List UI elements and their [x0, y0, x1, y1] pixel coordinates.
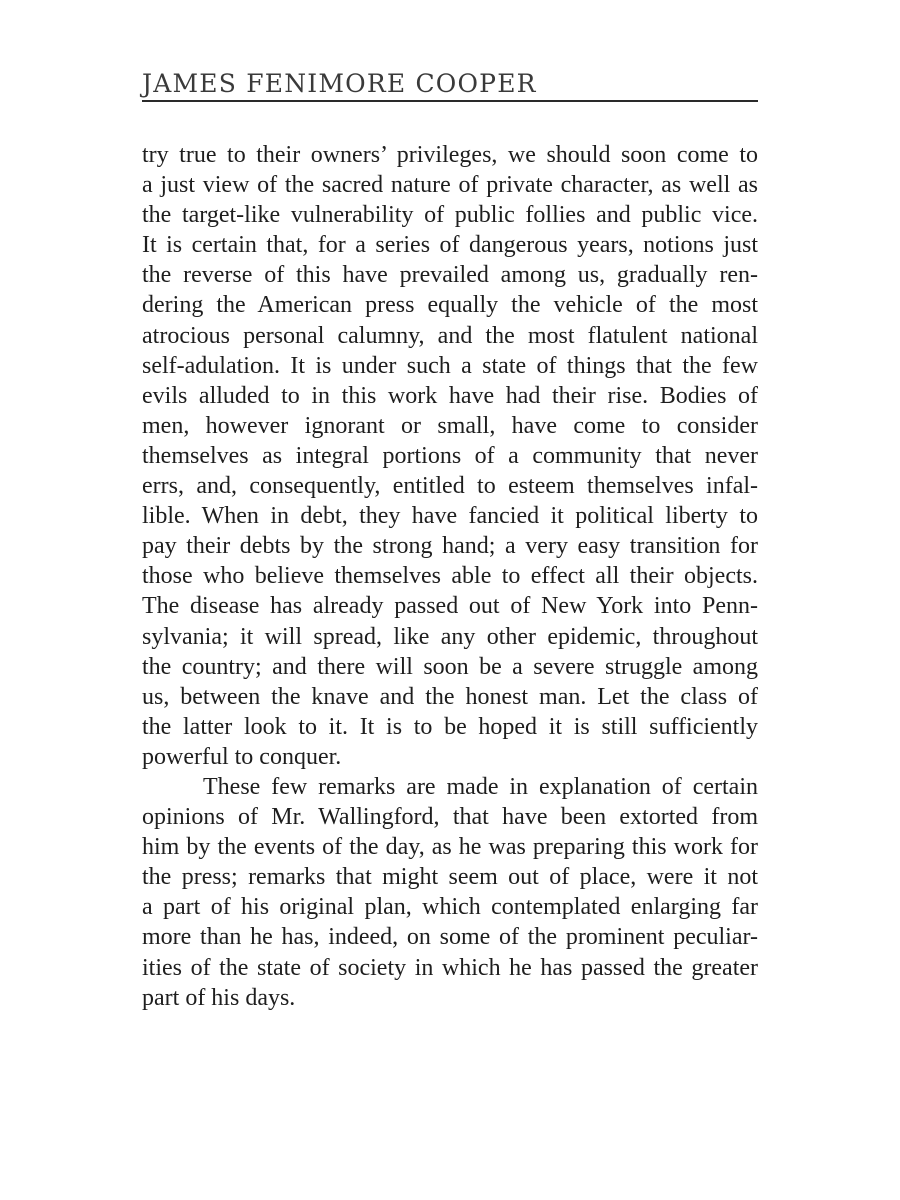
- paragraph: [142, 772, 758, 1013]
- text-line: part of his days.: [142, 984, 296, 1011]
- text-line: errs, and, consequently, entitled to esteem themselves infal-: [142, 473, 758, 500]
- text-line: The disease has already passed out of New York into Penn-: [142, 593, 758, 620]
- text-line: lible. When in debt, they have fancied it political liberty to: [142, 503, 758, 530]
- text-line: ities of the state of society in which he has passed the greater: [142, 954, 758, 981]
- text-line: the latter look to it. It is to be hoped it is still sufficiently: [142, 713, 758, 740]
- text-line: the target-like vulnerability of public follies and public vice.: [142, 202, 758, 229]
- body-text: [142, 140, 758, 1013]
- text-line: men, however ignorant or small, have come to consider: [142, 412, 758, 439]
- text-line: us, between the knave and the honest man. Let the class of: [142, 683, 758, 710]
- text-line: sylvania; it will spread, like any other epidemic, throughout: [142, 623, 758, 650]
- text-line: the country; and there will soon be a severe struggle among: [142, 653, 758, 680]
- text-line: more than he has, indeed, on some of the prominent peculiar-: [142, 924, 758, 951]
- text-line: him by the events of the day, as he was preparing this work for: [142, 834, 758, 861]
- paragraph: [142, 140, 758, 772]
- text-line: try true to their owners’ privileges, we should soon come to: [142, 142, 758, 168]
- text-line: It is certain that, for a series of dangerous years, notions just: [142, 232, 758, 259]
- text-line: self-adulation. It is under such a state of things that the few: [142, 352, 758, 379]
- text-line: opinions of Mr. Wallingford, that have been extorted from: [142, 804, 758, 831]
- running-head-title: JAMES FENIMORE COOPER: [142, 69, 537, 98]
- running-head: [142, 62, 758, 102]
- text-line: powerful to conquer.: [142, 743, 342, 770]
- text-line: dering the American press equally the vehicle of the most: [142, 292, 758, 319]
- text-line: a part of his original plan, which contemplated enlarging far: [142, 894, 758, 921]
- text-line: These few remarks are made in explanation of certain: [203, 773, 758, 800]
- text-line: atrocious personal calumny, and the most flatulent national: [142, 322, 758, 349]
- text-line: those who believe themselves able to effect all their objects.: [142, 563, 758, 590]
- text-line: pay their debts by the strong hand; a very easy transition for: [142, 533, 758, 560]
- text-line: a just view of the sacred nature of private character, as well as: [142, 172, 758, 199]
- text-line: themselves as integral portions of a community that never: [142, 442, 758, 469]
- text-line: evils alluded to in this work have had their rise. Bodies of: [142, 382, 758, 409]
- text-line: the reverse of this have prevailed among us, gradually ren-: [142, 262, 758, 289]
- text-line: the press; remarks that might seem out of place, were it not: [142, 864, 758, 891]
